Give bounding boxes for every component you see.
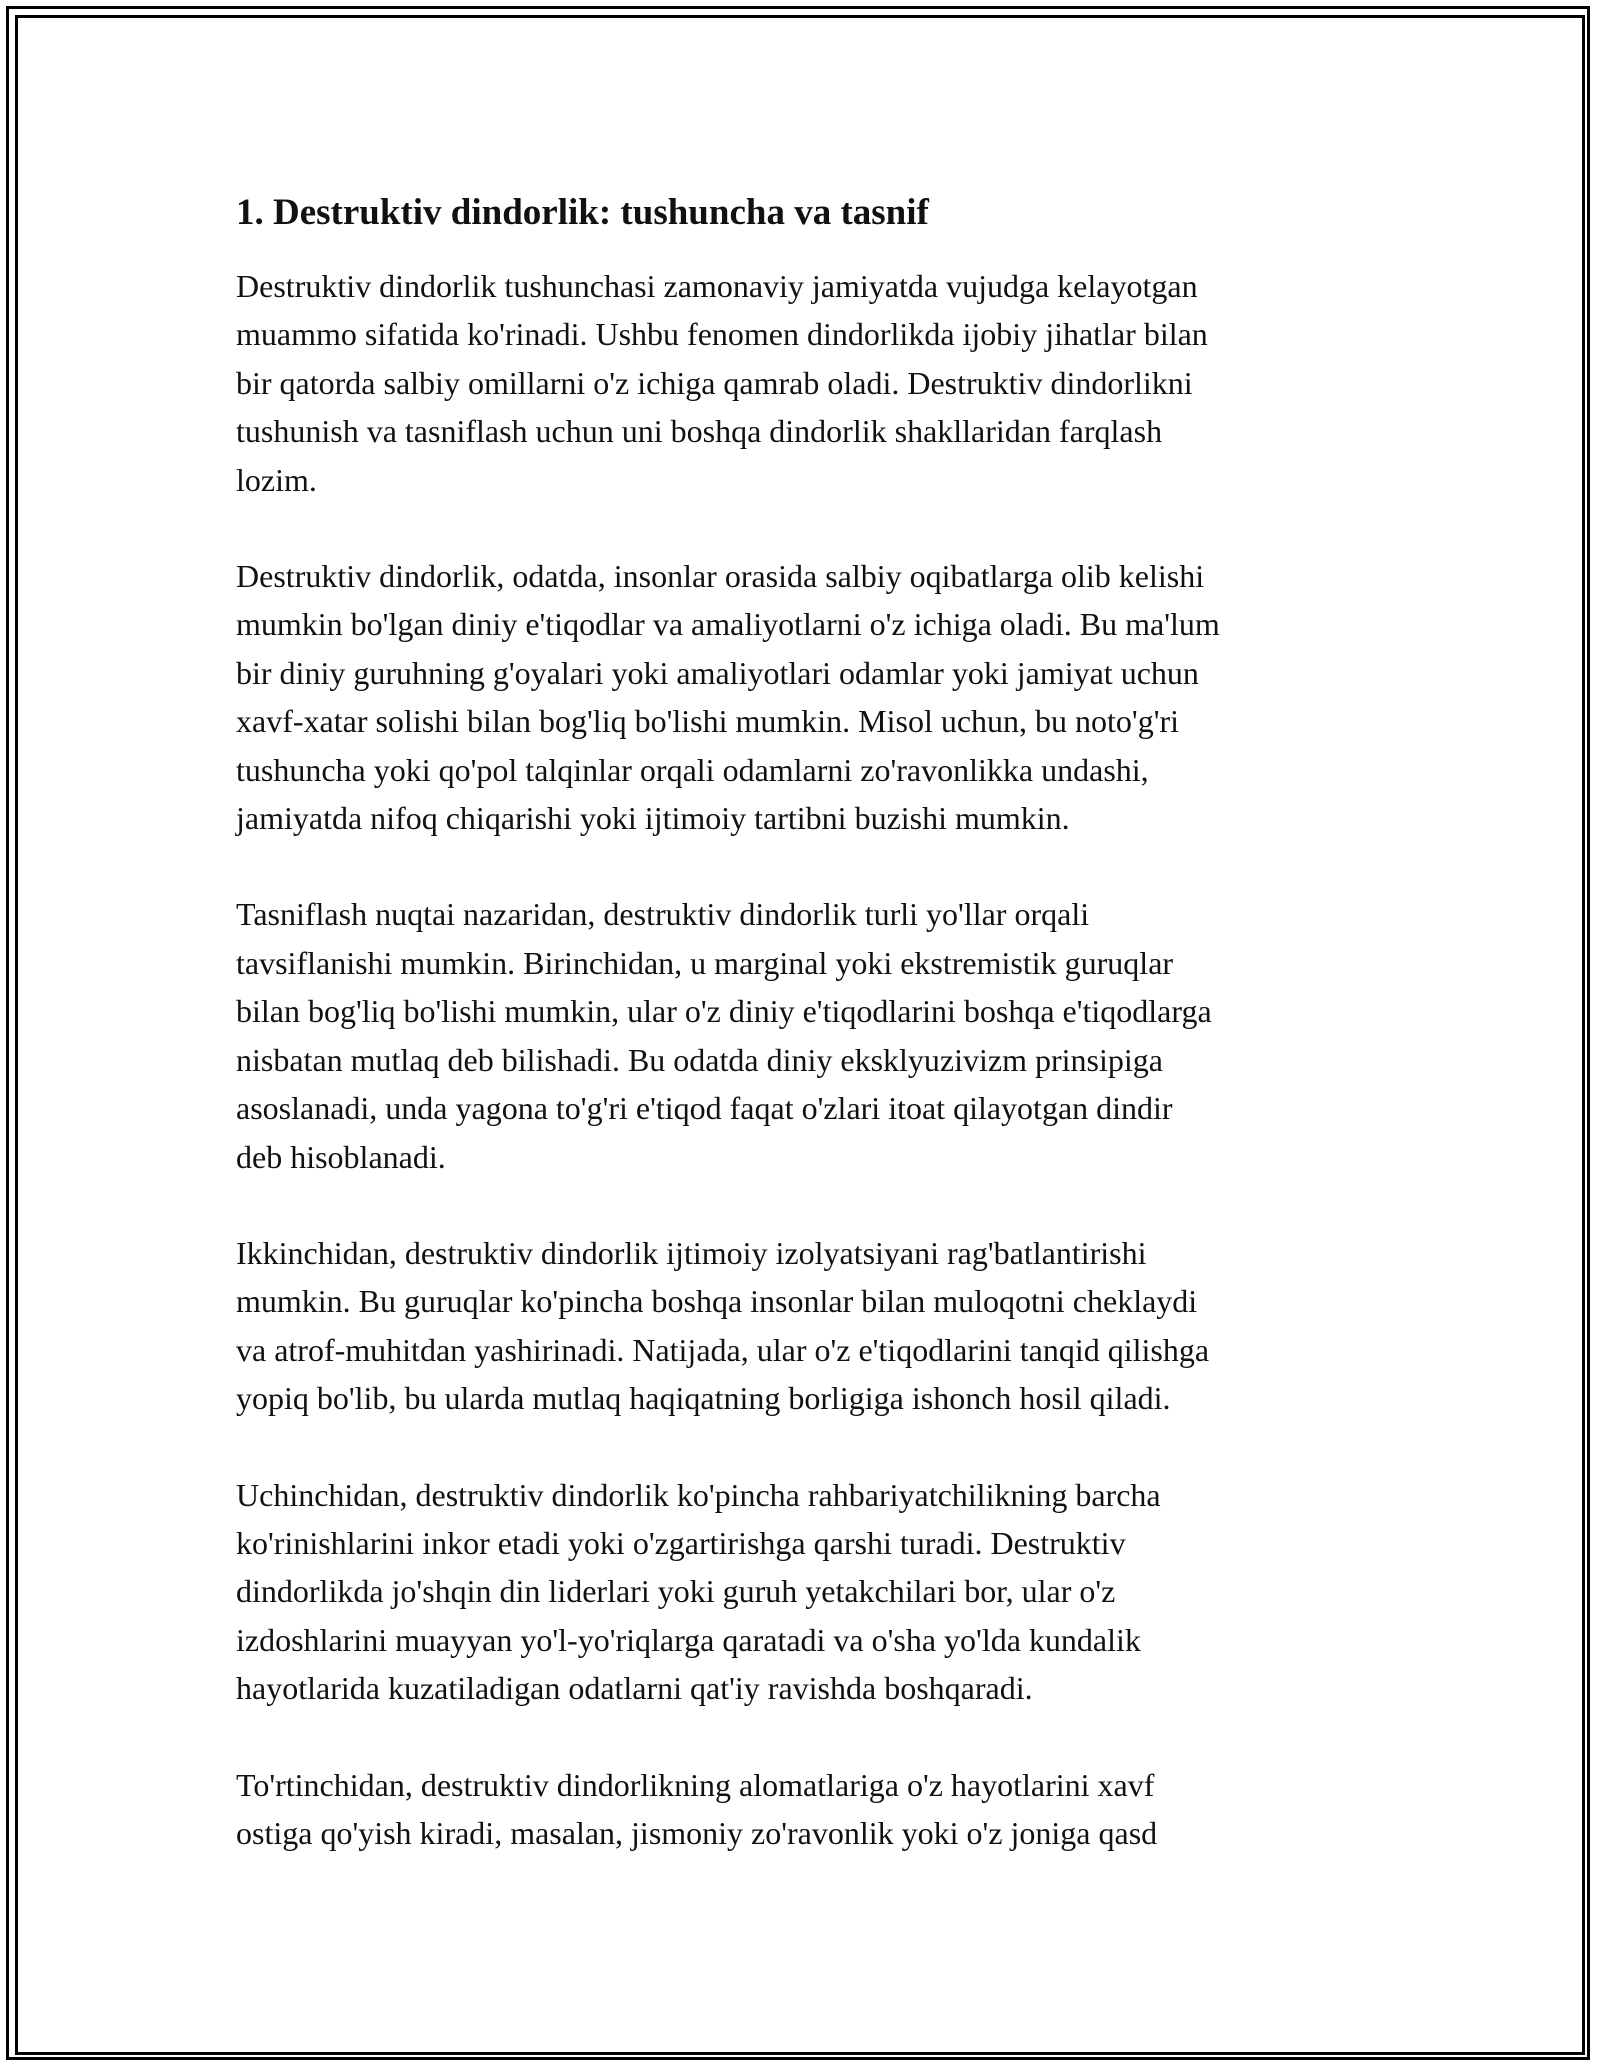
- paragraph-line: tavsiflanishi mumkin. Birinchidan, u marginal yoki ekstremistik guruqlar: [236, 944, 1174, 981]
- paragraph-line: dindorlikda jo'shqin din liderlari yoki guruh yetakchilari bor, ular o'z: [236, 1573, 1116, 1610]
- paragraph-line: asoslanadi, unda yagona to'g'ri e'tiqod faqat o'zlari itoat qilayotgan dindir: [236, 1090, 1173, 1127]
- paragraph-line: Tasniflash nuqtai nazaridan, destruktiv dindorlik turli yo'llar orqali: [236, 896, 1090, 933]
- paragraph-line: To'rtinchidan, destruktiv dindorlikning alomatlariga o'z hayotlarini xavf: [236, 1766, 1155, 1803]
- paragraph-line: yopiq bo'lib, bu ularda mutlaq haqiqatning borligiga ishonch hosil qiladi.: [236, 1380, 1171, 1417]
- paragraph-line: lozim.: [236, 461, 317, 498]
- paragraph-line: deb hisoblanadi.: [236, 1138, 446, 1175]
- paragraph: [236, 1471, 1376, 1713]
- paragraph-line: bir diniy guruhning g'oyalari yoki amaliyotlari odamlar yoki jamiyat uchun: [236, 654, 1199, 691]
- paragraph-line: Destruktiv dindorlik, odatda, insonlar orasida salbiy oqibatlarga olib kelishi: [236, 558, 1205, 595]
- paragraph-line: jamiyatda nifoq chiqarishi yoki ijtimoiy tartibni buzishi mumkin.: [236, 800, 1070, 837]
- paragraph-line: izdoshlarini muayyan yo'l-yo'riqlarga qaratadi va o'sha yo'lda kundalik: [236, 1621, 1141, 1658]
- paragraph-line: muammo sifatida ko'rinadi. Ushbu fenomen dindorlikda ijobiy jihatlar bilan: [236, 316, 1208, 353]
- paragraph-line: Ikkinchidan, destruktiv dindorlik ijtimoiy izolyatsiyani rag'batlantirishi: [236, 1234, 1147, 1271]
- paragraph-line: hayotlarida kuzatiladigan odatlarni qat'iy ravishda boshqaradi.: [236, 1670, 1033, 1707]
- paragraph-line: tushuncha yoki qo'pol talqinlar orqali odamlarni zo'ravonlikka undashi,: [236, 751, 1149, 788]
- paragraph-line: mumkin. Bu guruqlar ko'pincha boshqa insonlar bilan muloqotni cheklaydi: [236, 1283, 1198, 1320]
- paragraph-line: tushunish va tasniflash uchun uni boshqa dindorlik shakllaridan farqlash: [236, 413, 1163, 450]
- paragraph-line: Uchinchidan, destruktiv dindorlik ko'pincha rahbariyatchilikning barcha: [236, 1476, 1161, 1513]
- paragraph-line: Destruktiv dindorlik tushunchasi zamonaviy jamiyatda vujudga kelayotgan: [236, 268, 1198, 304]
- paragraph: [236, 552, 1376, 842]
- paragraph-line: nisbatan mutlaq deb bilishadi. Bu odatda diniy eksklyuzivizm prinsipiga: [236, 1041, 1163, 1078]
- paragraph-line: bir qatorda salbiy omillarni o'z ichiga qamrab oladi. Destruktiv dindorlikni: [236, 364, 1193, 401]
- paragraph: [236, 890, 1376, 1180]
- paragraph-line: ostiga qo'yish kiradi, masalan, jismoniy zo'ravonlik yoki o'z joniga qasd: [236, 1814, 1158, 1851]
- paragraph-line: va atrof-muhitdan yashirinadi. Natijada, ular o'z e'tiqodlarini tanqid qilishga: [236, 1331, 1210, 1368]
- paragraph-line: ko'rinishlarini inkor etadi yoki o'zgartirishga qarshi turadi. Destruktiv: [236, 1524, 1126, 1561]
- paragraph-list: [236, 262, 1376, 1857]
- paragraph-line: bilan bog'liq bo'lishi mumkin, ular o'z diniy e'tiqodlarini boshqa e'tiqodlarga: [236, 993, 1212, 1030]
- document-body: [236, 188, 1376, 1905]
- paragraph-line: xavf-xatar solishi bilan bog'liq bo'lishi mumkin. Misol uchun, bu noto'g'ri: [236, 703, 1179, 740]
- section-heading: 1. Destruktiv dindorlik: tushuncha va tasnif: [236, 192, 929, 233]
- paragraph: [236, 262, 1376, 504]
- paragraph-line: mumkin bo'lgan diniy e'tiqodlar va amaliyotlarni o'z ichiga oladi. Bu ma'lum: [236, 606, 1220, 643]
- paragraph: [236, 1229, 1376, 1423]
- paragraph: [236, 1761, 1376, 1858]
